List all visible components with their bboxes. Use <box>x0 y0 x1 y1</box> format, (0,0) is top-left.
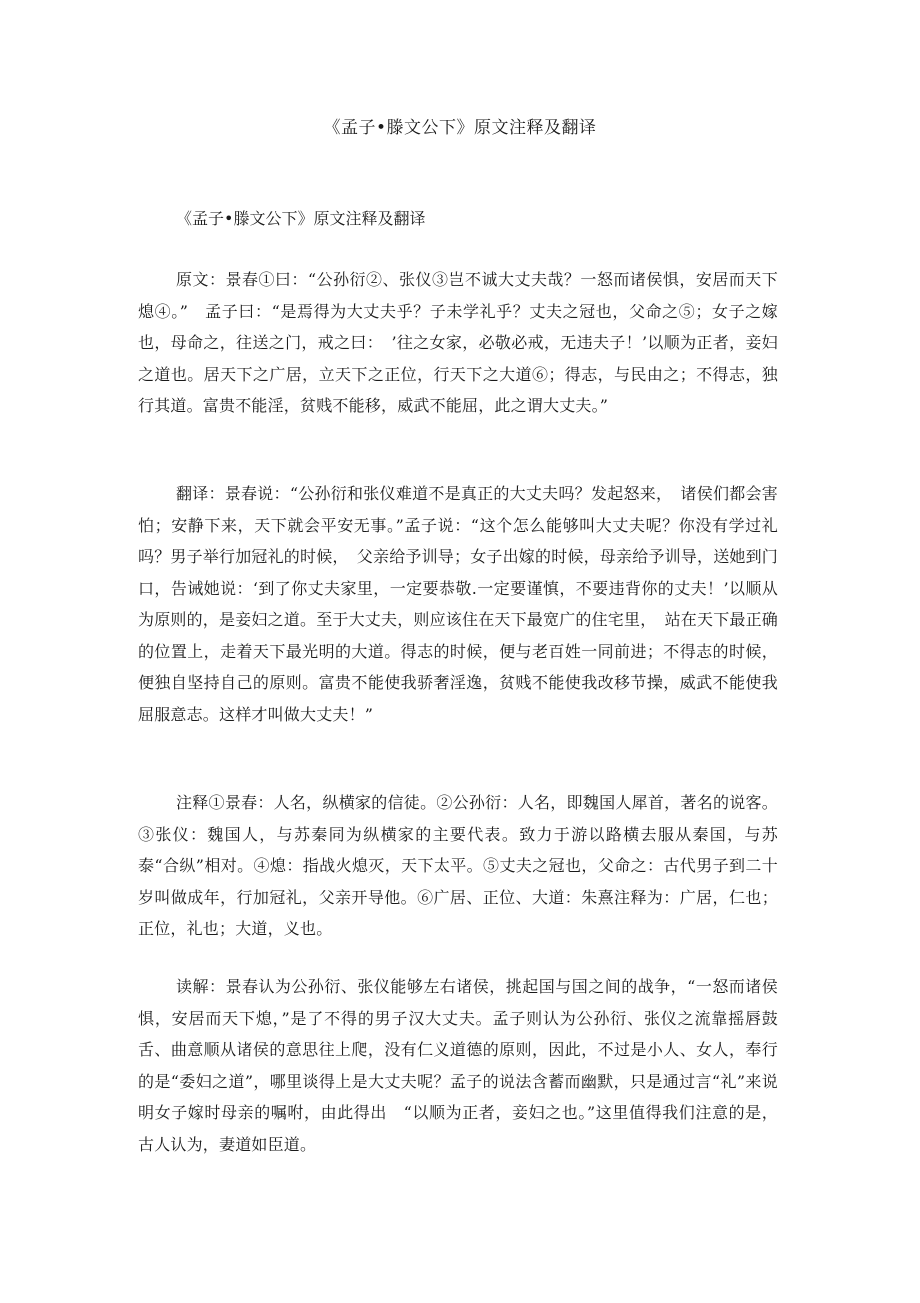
paragraph-original-text: 原文：景春①曰：“公孙衍②、张仪③岂不诚大丈夫哉？一怒而诸侯惧，安居而天下熄④。” 孟子曰：“是焉得为大丈夫乎？子未学礼乎？丈夫之冠也，父命之⑤；女子之嫁也，母命之，往送之门，戒之曰： ’往之女家，必敬必戒，无违夫子！’以顺为正者，妾妇之道也。居天下之广居，立天下之正位，行天下之大道⑥；得志，与民由之；不得志，独行其道。富贵不能淫，贫贱不能移，威武不能屈，此之谓大丈夫。” <box>138 270 778 415</box>
paragraph-translation: 翻译：景春说：“公孙衍和张仪难道不是真正的大丈夫吗？发起怒来， 诸侯们都会害怕；安静下来，天下就会平安无事。”孟子说：“这个怎么能够叫大丈夫呢？你没有学过礼吗？男子举行加冠礼的时候， 父亲给予训导；女子出嫁的时候，母亲给予训导，送她到门口，告诫她说：‘到了你丈夫家里，一定要恭敬.一定要谨慎，不要违背你的丈夫！’以顺从为原则的，是妾妇之道。至于大丈夫，则应该住在天下最宽广的住宅里， 站在天下最正确的位置上，走着天下最光明的大道。得志的时候，便与老百姓一同前进；不得志的时候，便独自坚持自己的原则。富贵不能使我骄奢淫逸，贫贱不能使我改移节操，威武不能使我屈服意志。这样才叫做大丈夫！” <box>138 484 779 724</box>
paragraph-interpretation: 读解：景春认为公孙衍、张仪能够左右诸侯，挑起国与国之间的战争，“一怒而诸侯惧，安居而天下熄，”是了不得的男子汉大丈夫。孟子则认为公孙衍、张仪之流靠摇唇鼓舌、曲意顺从诸侯的意思往上爬，没有仁义道德的原则，因此，不过是小人、女人，奉行的是“委妇之道”，哪里谈得上是大丈夫呢？孟子的说法含蓄而幽默，只是通过言“礼”来说明女子嫁时母亲的嘱咐，由此得出 “以顺为正者，妾妇之也。”这里值得我们注意的是，古人认为，妻道如臣道。 <box>138 977 778 1154</box>
document-subtitle: 《孟子•滕文公下》原文注释及翻译 <box>176 209 426 228</box>
document-title: 《孟子•滕文公下》原文注释及翻译 <box>323 118 597 138</box>
paragraph-notes: 注释①景春：人名，纵横家的信徒。②公孙衍：人名，即魏国人犀首，著名的说客。③张仪：魏国人，与苏秦同为纵横家的主要代表。致力于游以路横去服从秦国，与苏泰“合纵”相对。④熄：指战火熄灭，天下太平。⑤丈夫之冠也，父命之：古代男子到二十岁叫做成年，行加冠礼，父亲开导他。⑥广居、正位、大道：朱熹注释为：广居，仁也；正位，礼也；大道，义也。 <box>138 793 778 938</box>
